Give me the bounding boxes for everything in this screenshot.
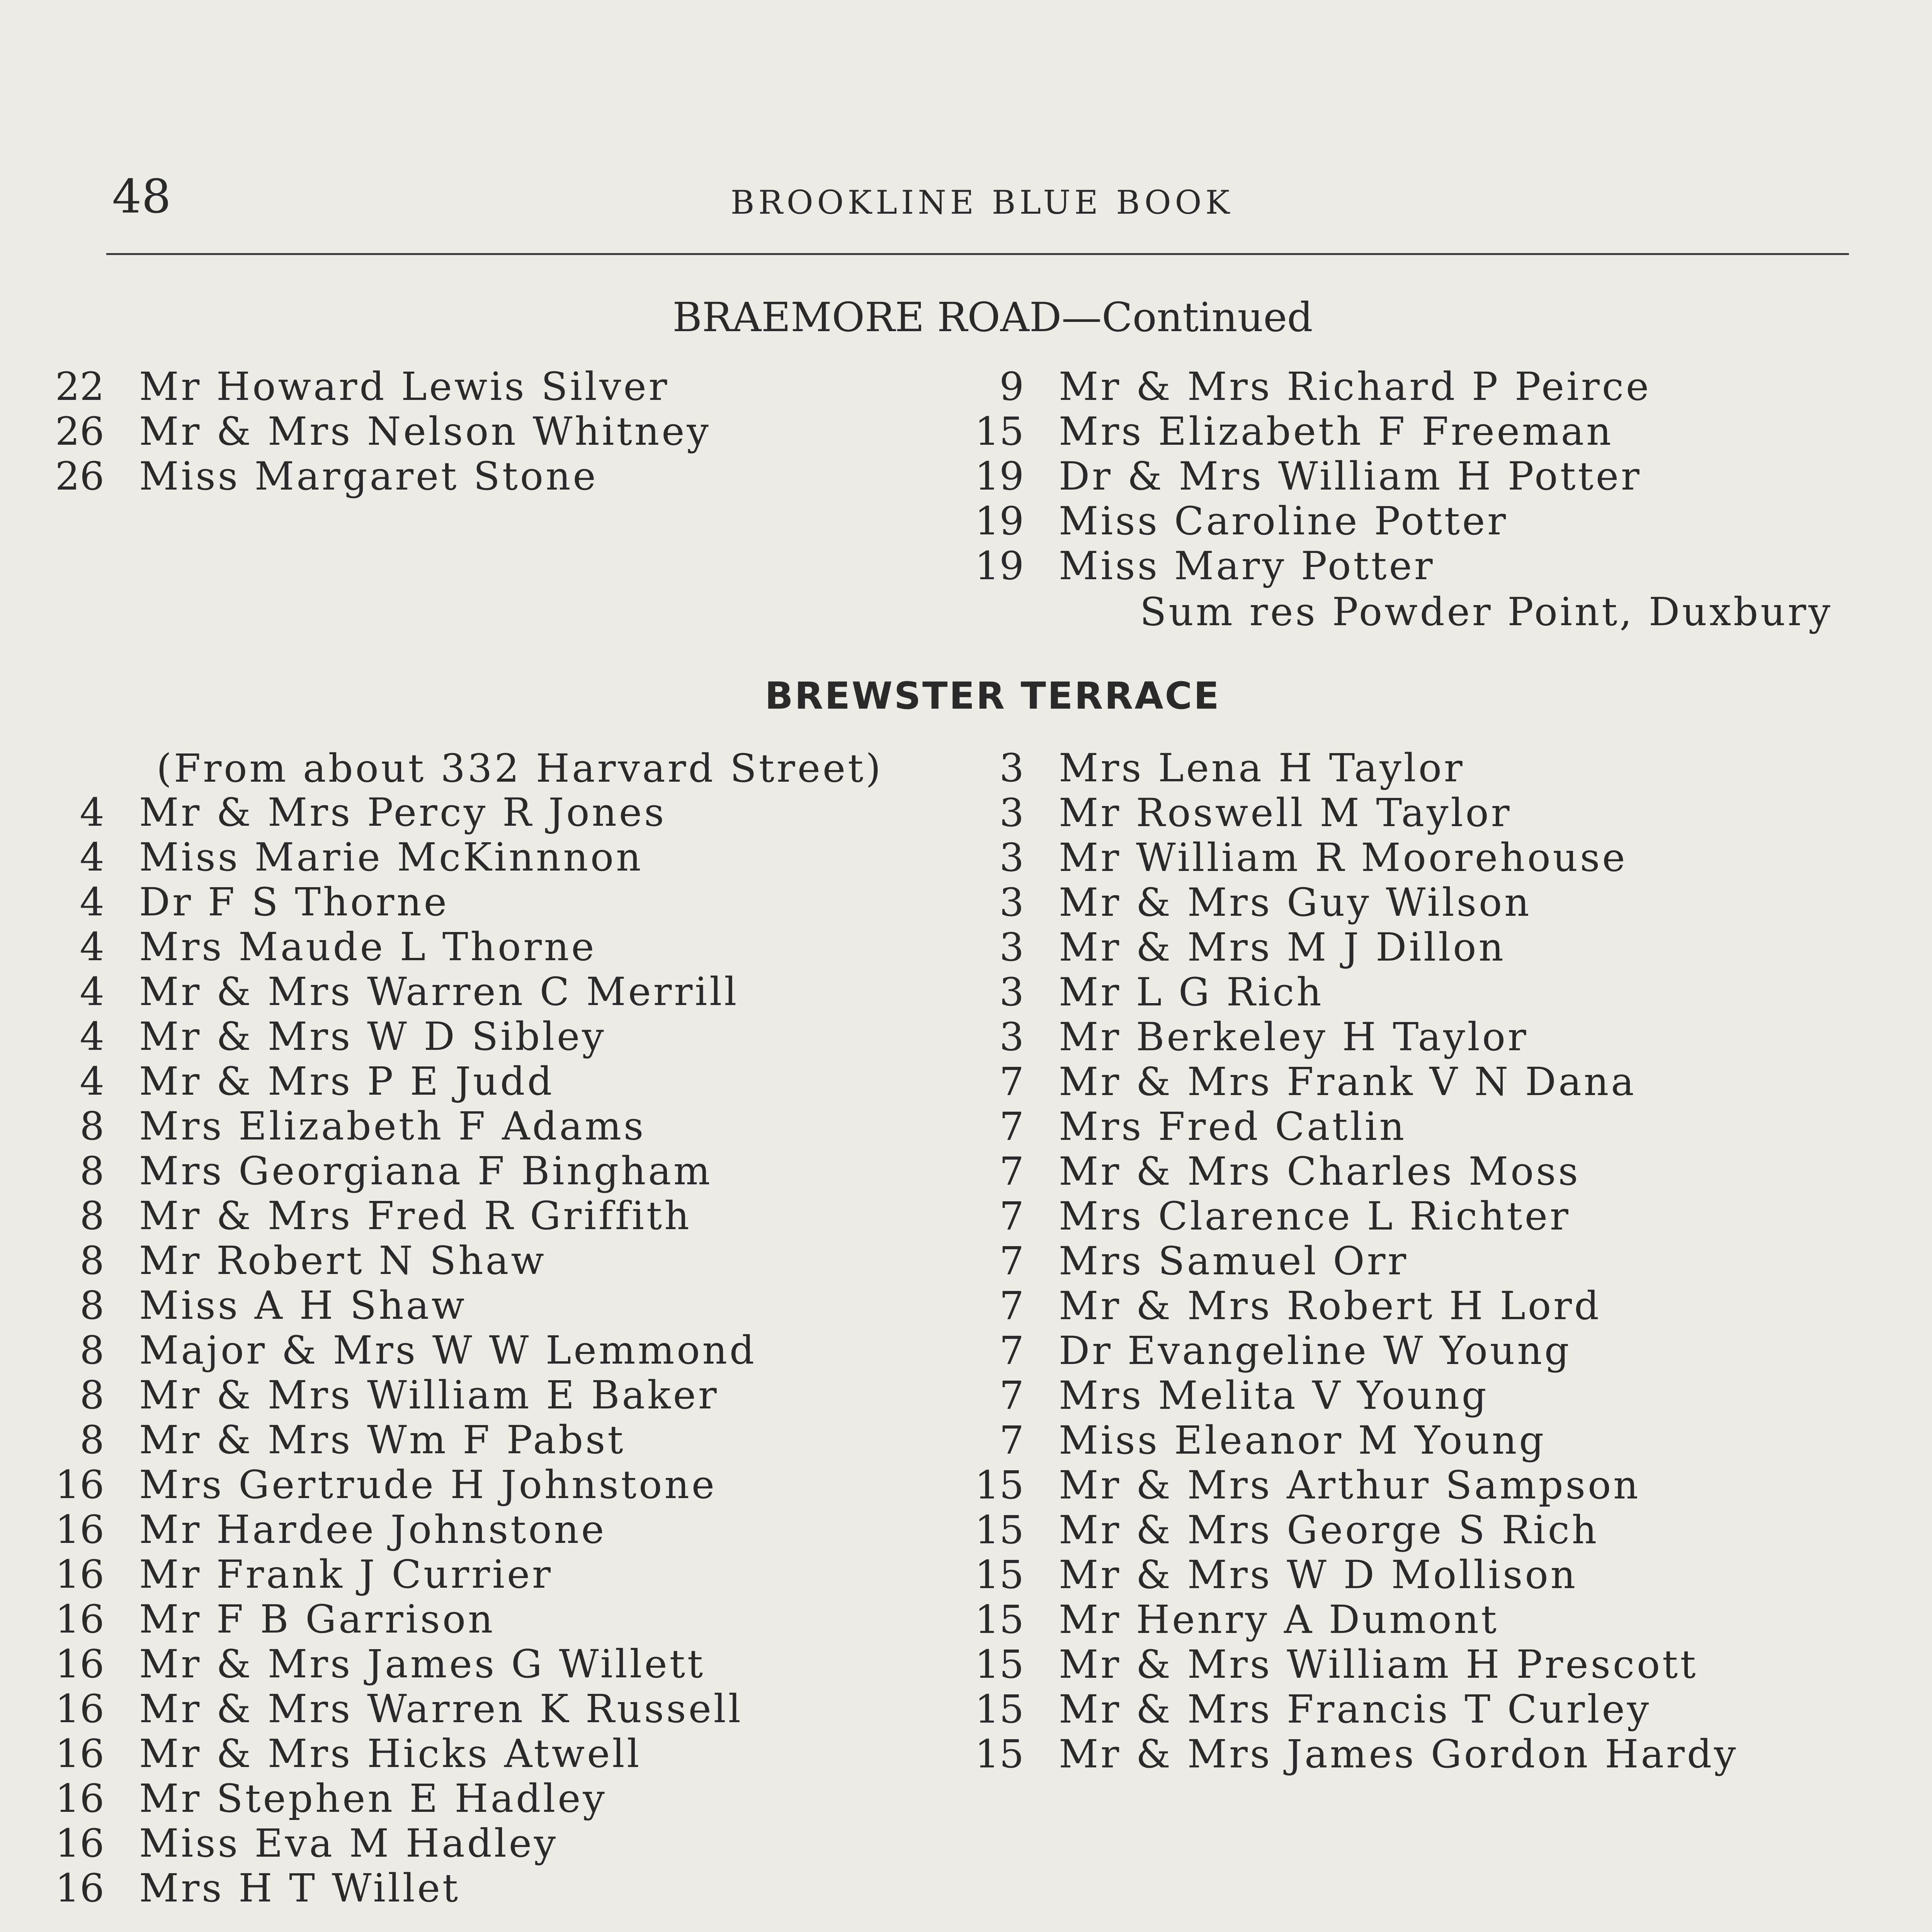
directory-entry	[15, 1686, 743, 1731]
directory-entry	[935, 543, 1435, 588]
resident-name: Mr Roswell M Taylor	[1059, 790, 1512, 835]
directory-entry	[15, 969, 739, 1014]
house-number: 16	[55, 1866, 104, 1911]
directory-entry	[15, 364, 670, 409]
resident-name: Miss Caroline Potter	[1059, 498, 1509, 544]
directory-entry	[935, 969, 1324, 1015]
directory-entry	[935, 1059, 1636, 1104]
directory-entry	[935, 364, 1651, 409]
directory-entry	[935, 790, 1512, 835]
directory-entry	[15, 1328, 757, 1373]
house-number: 4	[80, 969, 104, 1014]
header-rule	[106, 253, 1849, 255]
house-number: 8	[80, 1193, 104, 1238]
resident-name: Mrs Clarence L Richter	[1059, 1194, 1571, 1239]
resident-name: Mr & Mrs Frank V N Dana	[1059, 1059, 1636, 1104]
resident-name: Mr Frank J Currier	[139, 1552, 553, 1597]
house-number: 16	[55, 1552, 104, 1597]
resident-name: Mr & Mrs Warren K Russell	[139, 1686, 743, 1731]
directory-entry	[15, 1462, 717, 1507]
directory-entry	[935, 1149, 1580, 1194]
resident-name: Mr Stephen E Hadley	[139, 1776, 607, 1821]
house-number: 19	[975, 454, 1024, 499]
directory-entry	[935, 1418, 1546, 1463]
book-title: BROOKLINE BLUE BOOK	[730, 184, 1234, 221]
directory-entry	[935, 1597, 1499, 1642]
house-number: 19	[975, 543, 1024, 588]
resident-name: Miss A H Shaw	[139, 1283, 467, 1328]
resident-name: Miss Eleanor M Young	[1059, 1418, 1546, 1463]
house-number: 8	[80, 1148, 104, 1194]
directory-entry	[15, 454, 598, 499]
resident-name: Mr L G Rich	[1059, 969, 1324, 1015]
directory-entry	[935, 925, 1506, 970]
house-number: 4	[80, 835, 104, 880]
directory-entry	[15, 1059, 554, 1104]
resident-name: Miss Marie McKinnnon	[139, 835, 643, 880]
house-number: 4	[80, 1059, 104, 1104]
directory-entry	[935, 745, 1465, 791]
resident-name: Mr & Mrs Fred R Griffith	[139, 1193, 692, 1238]
directory-entry	[15, 1104, 646, 1149]
resident-name: Mrs Gertrude H Johnstone	[139, 1462, 717, 1507]
directory-entry	[15, 1148, 713, 1194]
resident-name: Mrs Elizabeth F Freeman	[1059, 409, 1614, 454]
house-number: 16	[55, 1462, 104, 1507]
resident-name: Mr William R Moorehouse	[1059, 835, 1628, 880]
house-number: 3	[999, 969, 1024, 1015]
directory-entry	[15, 1417, 626, 1463]
house-number: 16	[55, 1821, 104, 1866]
directory-entry	[15, 1014, 606, 1059]
directory-entry	[935, 1642, 1698, 1687]
directory-entry	[15, 835, 643, 880]
house-number: 3	[999, 790, 1024, 835]
resident-name: Mr & Mrs James G Willett	[139, 1641, 706, 1687]
house-number: 22	[55, 364, 104, 409]
house-number: 7	[999, 1149, 1024, 1194]
resident-name: Dr & Mrs William H Potter	[1059, 454, 1642, 499]
directory-entry	[15, 409, 711, 454]
resident-name: Mr Henry A Dumont	[1059, 1597, 1499, 1642]
house-number: 16	[55, 1776, 104, 1821]
directory-entry	[935, 1463, 1641, 1508]
resident-name: Mr & Mrs Percy R Jones	[139, 790, 667, 835]
directory-entry	[15, 1821, 558, 1866]
resident-name: Mr & Mrs Wm F Pabst	[139, 1417, 626, 1463]
resident-name: Major & Mrs W W Lemmond	[139, 1328, 757, 1373]
house-number: 7	[999, 1373, 1024, 1418]
directory-entry	[935, 454, 1642, 499]
house-number: 7	[999, 1283, 1024, 1328]
braemore-summer-residence-note: Sum res Powder Point, Duxbury	[1140, 589, 1833, 634]
directory-entry	[935, 1552, 1578, 1597]
resident-name: Mrs H T Willet	[139, 1866, 461, 1911]
house-number: 3	[999, 835, 1024, 880]
directory-entry	[15, 1372, 719, 1418]
resident-name: Mr & Mrs Arthur Sampson	[1059, 1463, 1641, 1508]
house-number: 7	[999, 1059, 1024, 1104]
house-number: 15	[975, 1507, 1024, 1553]
resident-name: Mr & Mrs Charles Moss	[1059, 1149, 1580, 1194]
brewster-intro: (From about 332 Harvard Street)	[156, 746, 883, 791]
house-number: 15	[975, 1552, 1024, 1597]
house-number: 26	[55, 454, 104, 499]
resident-name: Mr & Mrs William E Baker	[139, 1372, 719, 1418]
resident-name: Mr & Mrs Robert H Lord	[1059, 1283, 1601, 1328]
resident-name: Mr & Mrs George S Rich	[1059, 1507, 1599, 1553]
directory-entry	[935, 409, 1614, 454]
directory-entry	[935, 835, 1628, 880]
house-number: 8	[80, 1238, 104, 1283]
resident-name: Mr F B Garrison	[139, 1597, 495, 1642]
directory-entry	[935, 1507, 1599, 1553]
house-number: 15	[975, 1642, 1024, 1687]
directory-entry	[15, 790, 667, 835]
resident-name: Miss Eva M Hadley	[139, 1821, 558, 1866]
house-number: 8	[80, 1372, 104, 1418]
house-number: 8	[80, 1417, 104, 1463]
house-number: 15	[975, 1597, 1024, 1642]
resident-name: Mrs Maude L Thorne	[139, 924, 597, 969]
house-number: 15	[975, 1731, 1024, 1777]
house-number: 19	[975, 498, 1024, 544]
resident-name: Mr Hardee Johnstone	[139, 1507, 607, 1552]
house-number: 8	[80, 1283, 104, 1328]
house-number: 16	[55, 1686, 104, 1731]
directory-entry	[935, 1373, 1489, 1418]
resident-name: Mr & Mrs James Gordon Hardy	[1059, 1731, 1738, 1777]
house-number: 3	[999, 880, 1024, 925]
house-number: 4	[80, 1014, 104, 1059]
house-number: 16	[55, 1597, 104, 1642]
directory-entry	[15, 1641, 706, 1687]
resident-name: Mr Robert N Shaw	[139, 1238, 546, 1283]
house-number: 8	[80, 1104, 104, 1149]
directory-entry	[15, 1597, 495, 1642]
house-number: 3	[999, 745, 1024, 791]
directory-entry	[15, 879, 449, 925]
directory-entry	[935, 1283, 1601, 1328]
resident-name: Mrs Elizabeth F Adams	[139, 1104, 646, 1149]
directory-entry	[935, 498, 1509, 544]
resident-name: Mr Howard Lewis Silver	[139, 364, 670, 409]
house-number: 15	[975, 1463, 1024, 1508]
directory-entry	[15, 1731, 642, 1776]
house-number: 9	[999, 364, 1024, 409]
page-number: 48	[112, 170, 171, 224]
section-title-braemore: BRAEMORE ROAD—Continued	[672, 294, 1313, 341]
resident-name: Mrs Samuel Orr	[1059, 1238, 1409, 1284]
page-header	[112, 162, 1852, 232]
house-number: 16	[55, 1731, 104, 1776]
house-number: 4	[80, 879, 104, 925]
house-number: 4	[80, 924, 104, 969]
directory-entry	[15, 1283, 467, 1328]
resident-name: Mrs Georgiana F Bingham	[139, 1148, 713, 1194]
house-number: 16	[55, 1507, 104, 1552]
resident-name: Mrs Lena H Taylor	[1059, 745, 1465, 791]
resident-name: Dr Evangeline W Young	[1059, 1328, 1571, 1373]
house-number: 3	[999, 1014, 1024, 1060]
resident-name: Mr & Mrs W D Sibley	[139, 1014, 606, 1059]
house-number: 7	[999, 1328, 1024, 1373]
house-number: 3	[999, 925, 1024, 970]
resident-name: Mr & Mrs W D Mollison	[1059, 1552, 1578, 1597]
resident-name: Mr & Mrs P E Judd	[139, 1059, 554, 1104]
directory-entry	[935, 1194, 1571, 1239]
directory-entry	[15, 924, 597, 969]
directory-entry	[15, 1238, 546, 1283]
directory-entry	[15, 1193, 692, 1238]
directory-entry	[935, 1014, 1529, 1060]
directory-entry	[15, 1866, 461, 1911]
resident-name: Mr & Mrs Richard P Peirce	[1059, 364, 1651, 409]
house-number: 7	[999, 1104, 1024, 1149]
directory-entry	[935, 880, 1532, 925]
house-number: 7	[999, 1418, 1024, 1463]
directory-entry	[935, 1687, 1651, 1732]
house-number: 8	[80, 1328, 104, 1373]
resident-name: Miss Mary Potter	[1059, 543, 1435, 588]
directory-entry	[15, 1552, 553, 1597]
resident-name: Mr & Mrs M J Dillon	[1059, 925, 1506, 970]
resident-name: Mrs Fred Catlin	[1059, 1104, 1407, 1149]
house-number: 15	[975, 409, 1024, 454]
house-number: 7	[999, 1238, 1024, 1284]
resident-name: Mr & Mrs Warren C Merrill	[139, 969, 739, 1014]
directory-entry	[935, 1104, 1407, 1149]
directory-entry	[935, 1731, 1738, 1777]
resident-name: Mr & Mrs William H Prescott	[1059, 1642, 1698, 1687]
resident-name: Mr Berkeley H Taylor	[1059, 1014, 1529, 1060]
resident-name: Mrs Melita V Young	[1059, 1373, 1489, 1418]
resident-name: Mr & Mrs Nelson Whitney	[139, 409, 711, 454]
house-number: 15	[975, 1687, 1024, 1732]
section-title-brewster: BREWSTER TERRACE	[765, 674, 1221, 718]
resident-name: Mr & Mrs Francis T Curley	[1059, 1687, 1651, 1732]
resident-name: Mr & Mrs Guy Wilson	[1059, 880, 1532, 925]
directory-entry	[15, 1507, 607, 1552]
directory-entry	[935, 1328, 1571, 1373]
house-number: 7	[999, 1194, 1024, 1239]
resident-name: Miss Margaret Stone	[139, 454, 598, 499]
directory-entry	[935, 1238, 1409, 1284]
house-number: 4	[80, 790, 104, 835]
house-number: 16	[55, 1641, 104, 1687]
directory-entry	[15, 1776, 607, 1821]
resident-name: Mr & Mrs Hicks Atwell	[139, 1731, 642, 1776]
resident-name: Dr F S Thorne	[139, 879, 449, 925]
house-number: 26	[55, 409, 104, 454]
